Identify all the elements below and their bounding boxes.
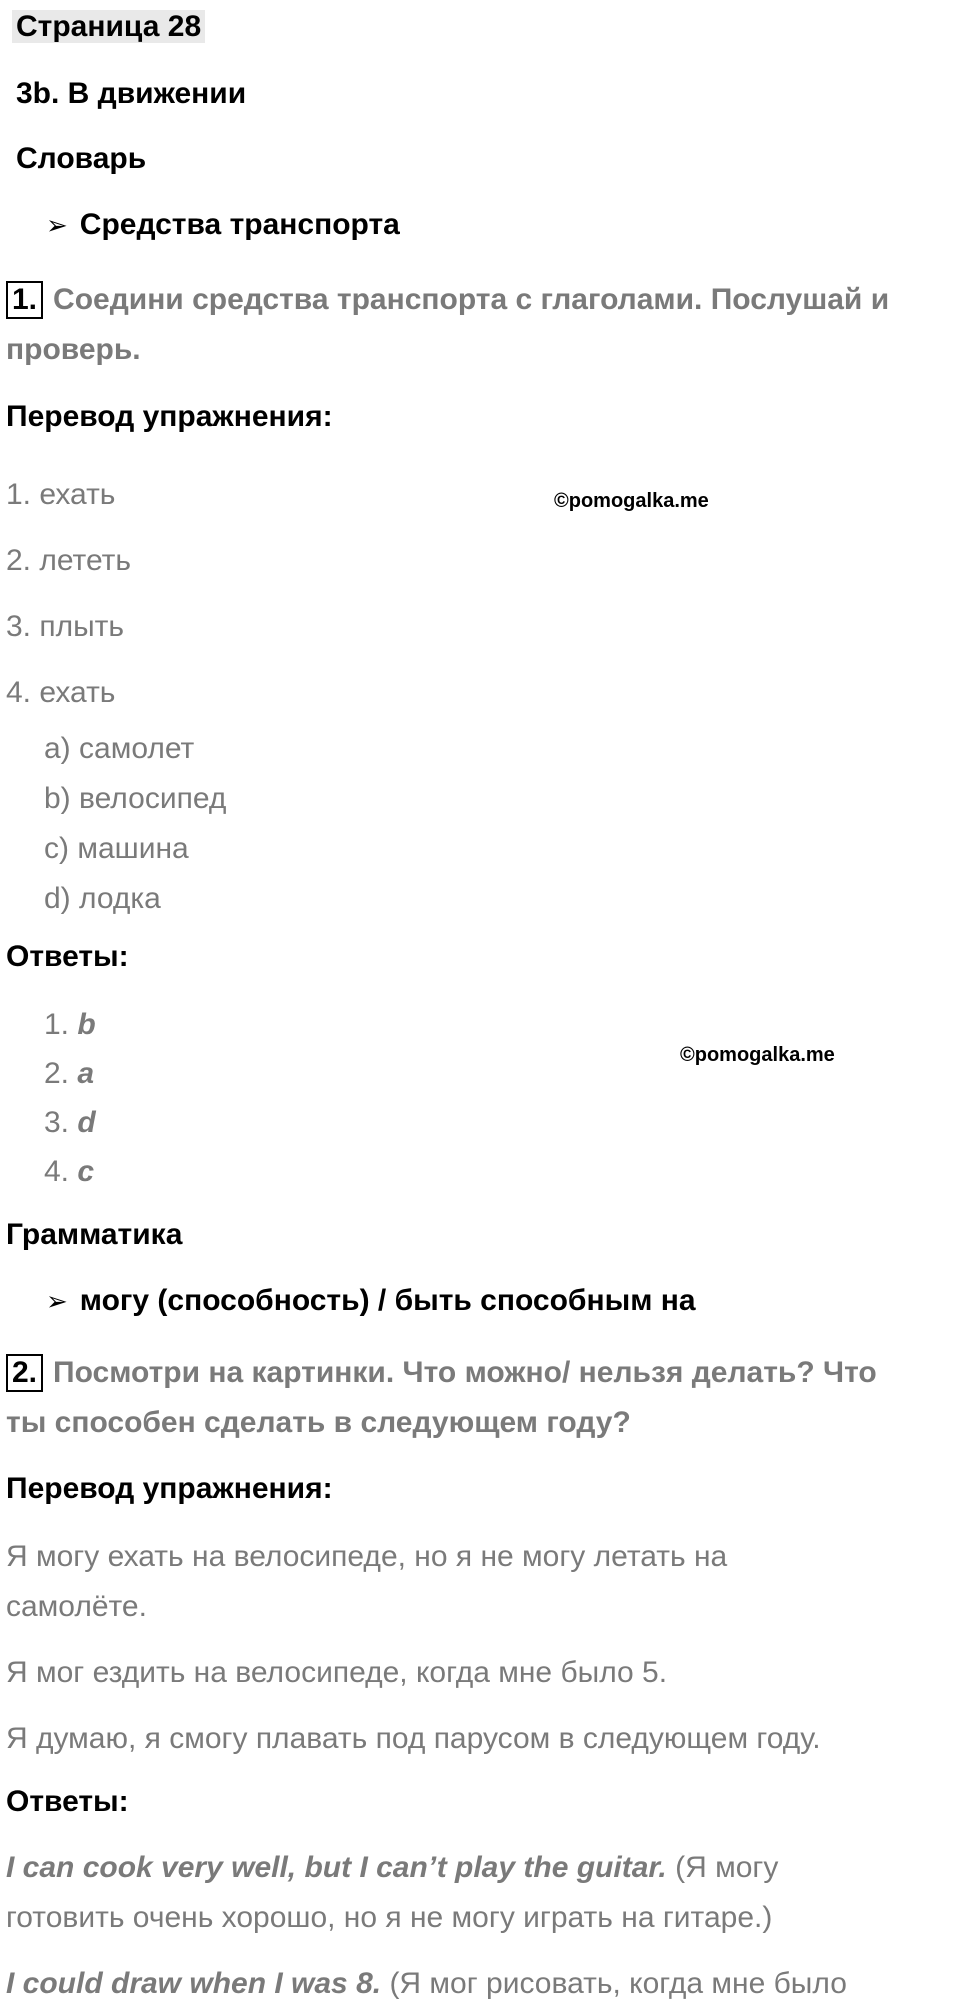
exercise1-task-line1: Соедини средства транспорта с глаголами. Послушай и [53,283,890,316]
vocab-topic [46,208,400,242]
answer-translation-cont: готовить очень хорошо, но я не могу играть на гитаре.) [6,1901,773,1934]
exercise2-translation [6,1532,821,1764]
answer-number: 1. [44,1008,70,1041]
answer-letter: d [77,1106,96,1139]
exercise1-answers [44,1000,96,1196]
arrow-bullet-icon: ➢ [46,210,68,240]
grammar-heading: Грамматика [6,1218,183,1251]
exercise2-number: 2. [6,1354,43,1392]
answer-item [6,1843,847,1893]
answer-translation: (Я мог рисовать, когда мне было [389,1967,847,2000]
list-item: 1. ехать [6,478,116,511]
answer-number: 3. [44,1106,70,1139]
answer-number: 2. [44,1057,70,1090]
vocab-heading: Словарь [16,142,147,175]
answer-english: I could draw when I was 8. [6,1967,382,2000]
list-item: 2. лететь [6,544,132,577]
exercise1-answers-heading: Ответы: [6,940,129,973]
exercise2-task [6,1348,877,1448]
answer-item [44,1147,96,1196]
watermark: ©pomogalka.me [680,1044,835,1066]
exercise1-translation-heading: Перевод упражнения: [6,400,333,433]
answer-english: I can cook very well, but I can’t play the guitar. [6,1851,667,1884]
exercise1-task-line2: проверь. [6,333,141,366]
translation-line: Я думаю, я смогу плавать под парусом в следующем году. [6,1722,821,1755]
section-title: 3b. В движении [16,77,247,110]
exercise2-task-line1: Посмотри на картинки. Что можно/ нельзя делать? Что [53,1356,877,1389]
vocab-topic-label: Средства транспорта [79,208,400,241]
answer-item [6,1959,847,2009]
answer-letter: c [77,1155,95,1188]
watermark: ©pomogalka.me [554,490,709,512]
translation-line: Я могу ехать на велосипеде, но я не могу летать на [6,1540,728,1573]
answer-translation: (Я могу [675,1851,779,1884]
exercise1-number: 1. [6,281,43,319]
answer-item [44,1000,96,1049]
exercise1-task [6,275,889,375]
grammar-topic [46,1284,696,1318]
list-item: a) самолет [44,732,195,765]
translation-line: Я мог ездить на велосипеде, когда мне было 5. [6,1656,668,1689]
answer-item [44,1049,96,1098]
page-title: Страница 28 [12,10,205,44]
translation-line: самолёте. [6,1590,147,1623]
exercise2-answers [6,1843,847,2009]
exercise1-verbs [6,462,131,726]
exercise1-nouns [44,724,226,924]
arrow-bullet-icon: ➢ [46,1286,68,1316]
list-item: 4. ехать [6,676,116,709]
exercise2-translation-heading: Перевод упражнения: [6,1472,333,1505]
list-item: c) машина [44,832,189,865]
list-item: b) велосипед [44,782,227,815]
grammar-topic-label: могу (способность) / быть способным на [79,1284,696,1317]
exercise2-answers-heading: Ответы: [6,1785,129,1818]
answer-letter: a [77,1057,95,1090]
exercise2-task-line2: ты способен сделать в следующем году? [6,1406,631,1439]
answer-number: 4. [44,1155,70,1188]
answer-item [44,1098,96,1147]
list-item: d) лодка [44,882,161,915]
answer-letter: b [77,1008,96,1041]
list-item: 3. плыть [6,610,125,643]
